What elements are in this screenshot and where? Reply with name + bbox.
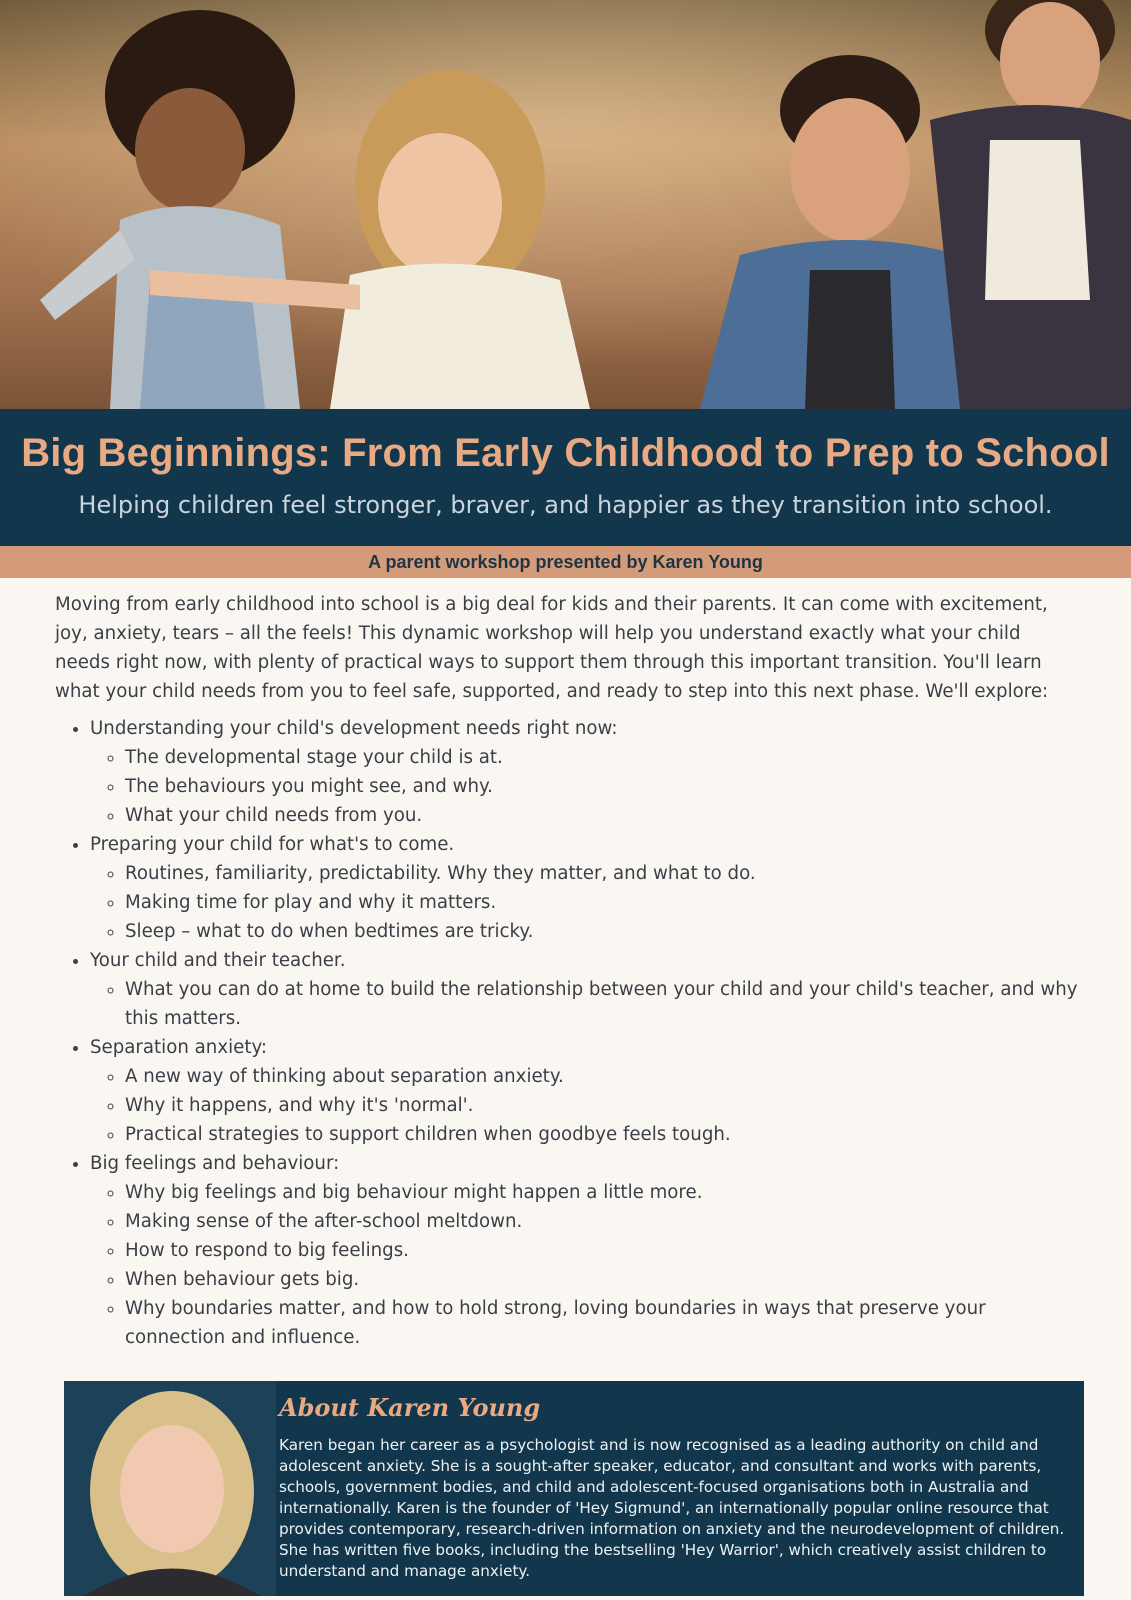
- topic-label: Separation anxiety:: [90, 1037, 268, 1058]
- subtopic-item: ◦ Making time for play and why it matters.: [125, 888, 1080, 917]
- subtopic-item: ◦ Sleep – what to do when bedtimes are tricky.: [125, 917, 1080, 946]
- topic-item: [90, 1033, 1080, 1149]
- subtopic-list: [90, 1062, 1080, 1149]
- subtopic-item: ◦ What your child needs from you.: [125, 801, 1080, 830]
- topic-label: Big feelings and behaviour:: [90, 1153, 340, 1174]
- subtopic-item: ◦ How to respond to big feelings.: [125, 1236, 1080, 1265]
- subtopic-item: ◦ What you can do at home to build the relationship between your child and your child's teacher, and why this matters.: [125, 975, 1080, 1033]
- karen-young-photo: [64, 1381, 276, 1596]
- topic-item: [90, 1149, 1080, 1352]
- title-band: [0, 409, 1131, 546]
- presenter-band: [0, 546, 1131, 578]
- subtopic-item: ◦ Why boundaries matter, and how to hold strong, loving boundaries in ways that preserve your connection and influence.: [125, 1294, 1080, 1352]
- about-heading: About Karen Young: [279, 1393, 541, 1422]
- hero-illustration: [0, 0, 1131, 409]
- subtopic-item: ◦ Making sense of the after-school meltdown.: [125, 1207, 1080, 1236]
- subtopic-list: [90, 975, 1080, 1033]
- topic-item: [90, 946, 1080, 1033]
- presenter-line: A parent workshop presented by Karen Young: [368, 552, 763, 572]
- subtopic-item: ◦ Why big feelings and big behaviour might happen a little more.: [125, 1178, 1080, 1207]
- subtopic-item: ◦ Why it happens, and why it's 'normal'.: [125, 1091, 1080, 1120]
- subtopic-item: ◦ A new way of thinking about separation anxiety.: [125, 1062, 1080, 1091]
- subtopic-item: ◦ The developmental stage your child is at.: [125, 743, 1080, 772]
- workshop-description: [55, 590, 1080, 1352]
- topic-item: [90, 830, 1080, 946]
- subtopic-item: ◦ Routines, familiarity, predictability. Why they matter, and what to do.: [125, 859, 1080, 888]
- subtopic-item: ◦ Practical strategies to support children when goodbye feels tough.: [125, 1120, 1080, 1149]
- intro-paragraph: Moving from early childhood into school is a big deal for kids and their parents. It can come with excitement, joy, anxiety, tears – all the feels! This dynamic workshop will help you understand exactly what your child needs right now, with plenty of practical ways to support them through this important transition. You'll learn what your child needs from you to feel safe, supported, and ready to step into this next phase. We'll explore:: [55, 594, 1049, 702]
- subtopic-list: [90, 859, 1080, 946]
- topic-label: Understanding your child's development needs right now:: [90, 718, 618, 739]
- subtopic-item: ◦ When behaviour gets big.: [125, 1265, 1080, 1294]
- hero-photo: [0, 0, 1131, 409]
- page-title: Big Beginnings: From Early Childhood to Prep to School: [21, 431, 1110, 475]
- subtopic-item: ◦ The behaviours you might see, and why.: [125, 772, 1080, 801]
- about-text: Karen began her career as a psychologist and is now recognised as a leading authority on child and adolescent anxiety. She is a sought-after speaker, educator, and consultant and works with parents, schools, government bodies, and child and adolescent-focused organisations both in Australia and internationally. Karen is the founder of 'Hey Sigmund', an internationally popular online resource that provides contemporary, research-driven information on anxiety and the neurodevelopment of children. She has written five books, including the bestselling 'Hey Warrior', which creatively assist children to understand and manage anxiety.: [279, 1436, 1065, 1580]
- topic-label: Preparing your child for what's to come.: [90, 834, 455, 855]
- subtopic-list: [90, 1178, 1080, 1352]
- topic-item: [90, 714, 1080, 830]
- topic-label: Your child and their teacher.: [90, 950, 346, 971]
- topic-list: [55, 714, 1080, 1352]
- about-panel: [64, 1381, 1084, 1596]
- subtopic-list: [90, 743, 1080, 830]
- page-subtitle: Helping children feel stronger, braver, and happier as they transition into school.: [78, 491, 1053, 519]
